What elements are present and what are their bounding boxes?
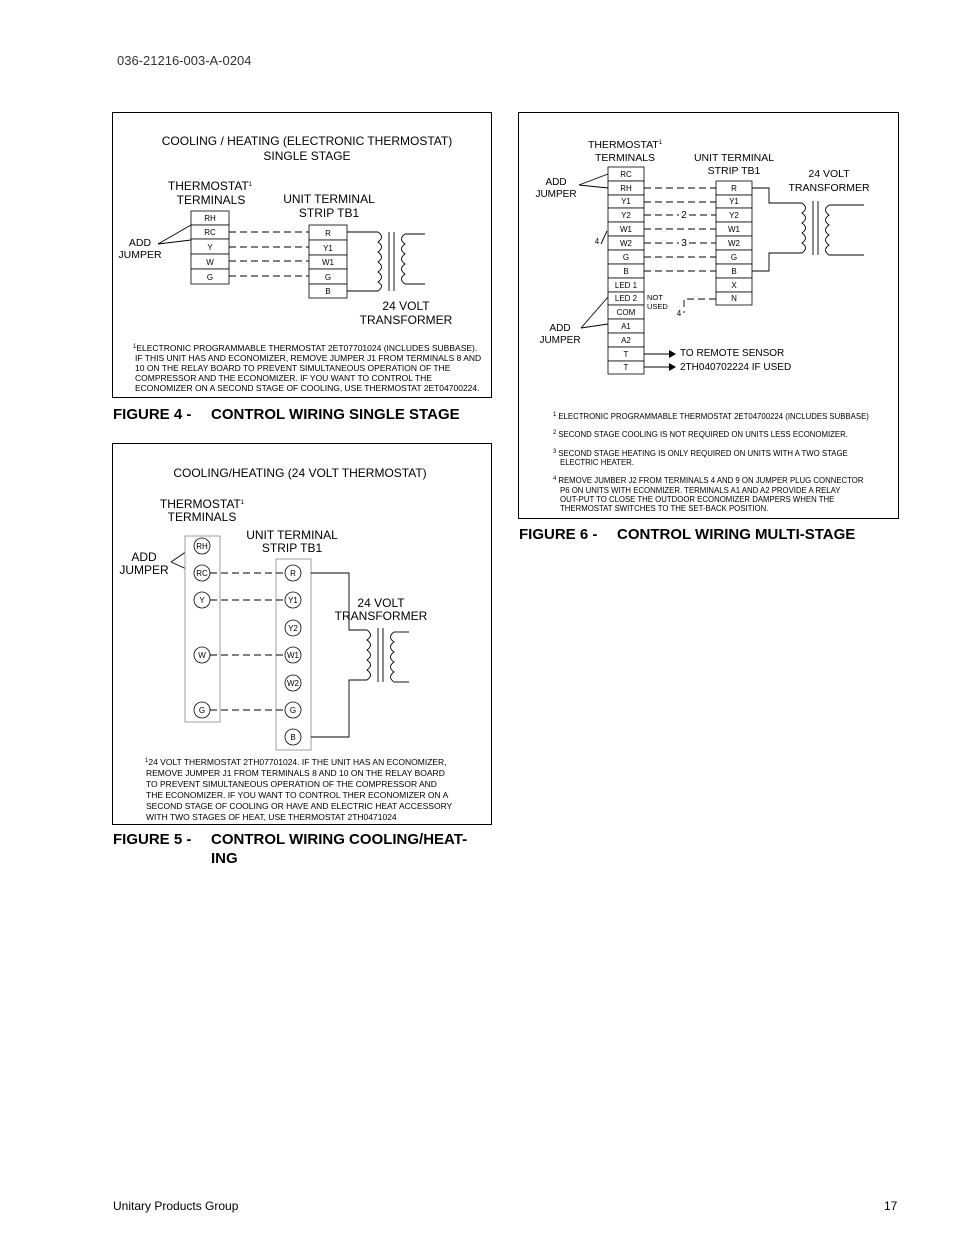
fig5-thermostat-terminal: W (198, 651, 206, 660)
fig6-note-4a: 4 (594, 237, 600, 246)
fig4-thermostat-label-line2: TERMINALS (176, 193, 246, 207)
figure-5-caption-number: FIGURE 5 - (113, 831, 192, 848)
fig6-strip-terminal: W2 (728, 239, 740, 248)
fig6-not-used-line2: USED (647, 302, 668, 311)
fig6-note-2: 2 (681, 210, 687, 221)
fig4-wires (229, 232, 378, 291)
fig6-thermostat-terminal: A2 (621, 336, 631, 345)
figure-4-caption-number: FIGURE 4 - (113, 406, 192, 423)
fig6-remote-sensor (644, 348, 791, 373)
svg-text:OUT-PUT TO CLOSE THE OUTDOOR E: OUT-PUT TO CLOSE THE OUTDOOR ECONOMIZER DAMPERS WHEN THE (560, 495, 835, 504)
svg-text:IF THIS UNIT HAS AND ECONOMIZE: IF THIS UNIT HAS AND ECONOMIZER, REMOVE JUMPER J1 FROM TERMINALS 8 AND (135, 353, 482, 363)
fig6-thermostat-terminal-block (608, 167, 644, 374)
fig5-thermostat-terminal: G (198, 706, 206, 715)
footer-page-number: 17 (884, 1199, 898, 1213)
fig4-thermostat-terminal: RC (204, 228, 216, 237)
figure-5-diagram (113, 444, 491, 824)
svg-text:THERMOSTAT SWITCHES TO THE SET: THERMOSTAT SWITCHES TO THE SET-BACK POSITION. (560, 504, 769, 513)
figure-6-caption-title: CONTROL WIRING MULTI-STAGE (617, 526, 856, 543)
svg-text:THE ECONOMIZER. IF YOU WANT T: THE ECONOMIZER. IF YOU WANT TO CONTROL THER ECONOMIZER ON A (146, 790, 449, 800)
fig4-thermostat-terminal: RH (204, 214, 216, 223)
fig6-strip-terminal: W1 (728, 225, 740, 234)
fig5-strip-terminal: R (290, 569, 296, 578)
fig6-thermostat-terminal: W2 (620, 239, 632, 248)
fig4-footnote (133, 343, 481, 393)
fig4-strip-terminal-block (309, 225, 347, 298)
svg-text:COMPRESSOR AND THE ECONOMIZER.: COMPRESSOR AND THE ECONOMIZER. IF YOU WANT TO CONTROL THE (135, 373, 432, 383)
fig5-strip-terminal: G (289, 706, 297, 715)
fig5-jumper-label-line2: JUMPER (119, 563, 169, 577)
svg-text:TO PREVENT SIMULTANEOUS OPERAT: TO PREVENT SIMULTANEOUS OPERATION OF THE COMPRESSOR AND (146, 779, 437, 789)
fig5-thermostat-block (185, 536, 220, 722)
fig5-transformer-line1: 24 VOLT (357, 596, 405, 610)
figure-4-caption (113, 405, 493, 425)
fig6-strip-terminal: G (730, 253, 738, 262)
fig6-transformer-line1: 24 VOLT (808, 168, 850, 180)
fig5-thermostat-terminal: RH (196, 542, 208, 551)
figure-4-box (112, 112, 492, 398)
svg-text:1ELECTRONIC PROGRAMMABLE THERM: $^1$ELECTRONIC PROGRAMMABLE THERMOSTAT 2ET07701024 (INCLUDES SUBBASE). (133, 343, 478, 353)
svg-text:124 VOLT THERMOSTAT 2TH0770102: $^1$24 VOLT THERMOSTAT 2TH07701024. IF THE UNIT HAS AN ECONOMIZER, (145, 757, 447, 767)
svg-text:WITH TWO STAGES OF HEAT, USE T: WITH TWO STAGES OF HEAT, USE THERMOSTAT 2TH0471024 (146, 812, 397, 822)
fig6-strip-terminal: X (731, 281, 737, 290)
fig6-remote-sensor-line2: 2TH040702224 IF USED (680, 362, 792, 373)
fig4-strip-terminal: B (325, 287, 331, 296)
fig6-thermostat-terminal: G (622, 253, 630, 262)
svg-text:4REMOVE JUMBER J2 FROM TERMINA: $^4$ REMOVE JUMBER J2 FROM TERMINALS 4 AND 9 ON JUMPER PLUG CONNECTOR (553, 476, 864, 485)
figure-6-diagram (519, 113, 898, 518)
fig6-jumper2-pointer (581, 297, 608, 328)
figure-5-box (112, 443, 492, 825)
figure-5-caption-title-line2: ING (211, 850, 238, 867)
fig5-strip-label-line1: UNIT TERMINAL (246, 528, 338, 542)
fig4-jumper-label-line1: ADD (128, 237, 152, 249)
figure-5-caption-title-line1: CONTROL WIRING COOLING/HEAT- (211, 831, 468, 848)
fig5-strip-terminal: W1 (287, 651, 299, 660)
footer-company: Unitary Products Group (113, 1199, 239, 1213)
fig6-thermostat-terminal: RH (620, 184, 632, 193)
fig6-not-used-line1: NOT (647, 293, 663, 302)
fig5-strip-terminal: Y2 (288, 624, 298, 633)
fig4-strip-terminal: G (324, 273, 332, 282)
fig6-thermostat-terminal: LED 2 (614, 294, 638, 303)
svg-text:2SECOND STAGE COOLING IS NOT R: $^2$ SECOND STAGE COOLING IS NOT REQUIRED ON UNITS LESS ECONOMIZER. (553, 430, 848, 439)
fig5-footnote (145, 757, 453, 822)
fig6-footnotes (553, 412, 869, 513)
fig5-strip-terminal: Y1 (288, 596, 298, 605)
fig5-transformer-line2: TRANSFORMER (334, 609, 428, 623)
fig4-strip-terminal: W1 (322, 258, 334, 267)
fig4-thermostat-label: THERMOSTAT$^1$ (167, 179, 253, 193)
fig6-strip-label-line1: UNIT TERMINAL (693, 152, 775, 164)
fig6-thermostat-terminal: W1 (620, 225, 632, 234)
fig6-thermostat-terminal: RC (620, 170, 632, 179)
svg-text:ECONOMIZER ON A SECOND STAGE O: ECONOMIZER ON A SECOND STAGE OF COOLING, USE THERMOSTAT 2ET04700224. (135, 383, 480, 393)
fig5-strip-terminal: B (290, 733, 296, 742)
fig6-jumper2-pointer2 (581, 324, 608, 328)
figure-6-box (518, 112, 899, 519)
fig5-jumper-label-line1: ADD (131, 550, 157, 564)
fig6-thermostat-terminal: B (623, 267, 629, 276)
fig6-note-4b: 4 (676, 309, 682, 318)
fig6-note-3: 3 (681, 238, 687, 249)
fig6-strip-terminal: B (731, 267, 737, 276)
fig6-jumper2-label-line1: ADD (549, 323, 571, 334)
fig6-strip-terminal: R (731, 184, 737, 193)
document-id: 036-21216-003-A-0204 (117, 53, 252, 68)
fig4-transformer-line2: TRANSFORMER (359, 313, 453, 327)
fig6-jumper-pointer (579, 174, 608, 185)
fig4-jumper-pointer2 (158, 240, 191, 244)
fig6-jumper2-label-line2: JUMPER (539, 335, 581, 346)
fig6-thermostat-terminal: T (623, 350, 629, 359)
fig4-strip-label-line2: STRIP TB1 (298, 206, 360, 220)
fig6-thermostat-terminal: Y1 (621, 197, 631, 206)
fig6-transformer-line2: TRANSFORMER (788, 182, 870, 194)
fig4-transformer-symbol (378, 232, 425, 291)
svg-text:1ELECTRONIC PROGRAMMABLE THERM: $^1$ ELECTRONIC PROGRAMMABLE THERMOSTAT 2ET04700224 (INCLUDES SUBBASE) (553, 412, 869, 421)
svg-text:SECOND STAGE OF COOLING OR HAV: SECOND STAGE OF COOLING OR HAVE AND ELECTRIC HEAT ACCESSORY (146, 801, 453, 811)
figure-4-diagram (113, 113, 491, 397)
arrow-right-icon (669, 363, 676, 371)
figure-4-caption-title: CONTROL WIRING SINGLE STAGE (211, 406, 460, 423)
fig5-title: COOLING/HEATING (24 VOLT THERMOSTAT) (173, 466, 427, 480)
fig5-strip-terminal: W2 (287, 679, 299, 688)
figure-6-caption-number: FIGURE 6 - (519, 526, 598, 543)
fig6-jumper-label-line1: ADD (545, 177, 567, 188)
fig6-strip-terminal-block (716, 181, 752, 305)
fig5-thermostat-terminal: RC (196, 569, 208, 578)
fig4-thermostat-terminal: G (206, 273, 214, 282)
fig6-strip-terminal: Y1 (729, 197, 739, 206)
fig4-title-line1: COOLING / HEATING (ELECTRONIC THERMOSTAT) (161, 134, 453, 148)
svg-text:ELECTRIC HEATER.: ELECTRIC HEATER. (560, 458, 634, 467)
fig4-thermostat-terminal: Y (207, 243, 213, 252)
fig6-thermostat-label: THERMOSTAT$^1$ (587, 139, 663, 151)
svg-text:10 ON THE RELAY BOARD TO PREVE: 10 ON THE RELAY BOARD TO PREVENT SIMULTANEOUS OPERATION OF THE (135, 363, 451, 373)
fig5-thermostat-label-line2: TERMINALS (167, 510, 237, 524)
figure-5-caption (113, 830, 493, 870)
fig4-jumper-label-line2: JUMPER (118, 249, 162, 261)
fig4-thermostat-terminal: W (206, 258, 214, 267)
fig4-strip-label-line1: UNIT TERMINAL (283, 192, 375, 206)
fig6-strip-terminal: Y2 (729, 211, 739, 220)
fig4-transformer-line1: 24 VOLT (382, 299, 430, 313)
fig4-jumper-pointer (158, 225, 191, 244)
fig6-note-4a-leader (601, 231, 607, 244)
fig6-thermostat-terminal: T (623, 363, 629, 372)
fig6-thermostat-terminal: A1 (621, 322, 631, 331)
fig6-strip-terminal: N (731, 294, 737, 303)
fig5-thermostat-label: THERMOSTAT$^1$ (159, 497, 245, 511)
fig6-jumper-label-line2: JUMPER (535, 189, 577, 200)
fig6-thermostat-label-line2: TERMINALS (594, 152, 656, 164)
fig6-thermostat-terminal: Y2 (621, 211, 631, 220)
fig6-transformer-symbol (802, 201, 864, 255)
fig4-thermostat-terminal-block (191, 211, 229, 284)
svg-text:P6 ON UNITS WITH ECONMIZER. T: P6 ON UNITS WITH ECONMIZER. TERMINALS A1 AND A2 PROVIDE A RELAY (560, 486, 841, 495)
fig6-remote-sensor-line1: TO REMOTE SENSOR (680, 348, 785, 359)
fig6-thermostat-terminal: LED 1 (614, 281, 638, 290)
fig4-strip-terminal: R (325, 229, 331, 238)
fig5-strip-label-line2: STRIP TB1 (261, 541, 323, 555)
fig4-strip-terminal: Y1 (323, 244, 333, 253)
svg-text:REMOVE JUMPER J1 FROM TERMINAL: REMOVE JUMPER J1 FROM TERMINALS 8 AND 10 ON THE RELAY BOARD (146, 768, 445, 778)
fig5-thermostat-terminal: Y (199, 596, 205, 605)
fig6-jumper-pointer2 (579, 185, 608, 188)
figure-6-caption (519, 525, 899, 545)
arrow-right-icon (669, 350, 676, 358)
fig6-strip-label-line2: STRIP TB1 (707, 165, 761, 177)
fig4-title-line2: SINGLE STAGE (263, 149, 351, 163)
fig6-thermostat-terminal: COM (616, 308, 636, 317)
fig5-transformer-symbol (367, 628, 409, 682)
svg-text:3SECOND STAGE HEATING IS ONLY: $^3$ SECOND STAGE HEATING IS ONLY REQUIRED ON UNITS WITH A TWO STAGE (553, 449, 848, 458)
